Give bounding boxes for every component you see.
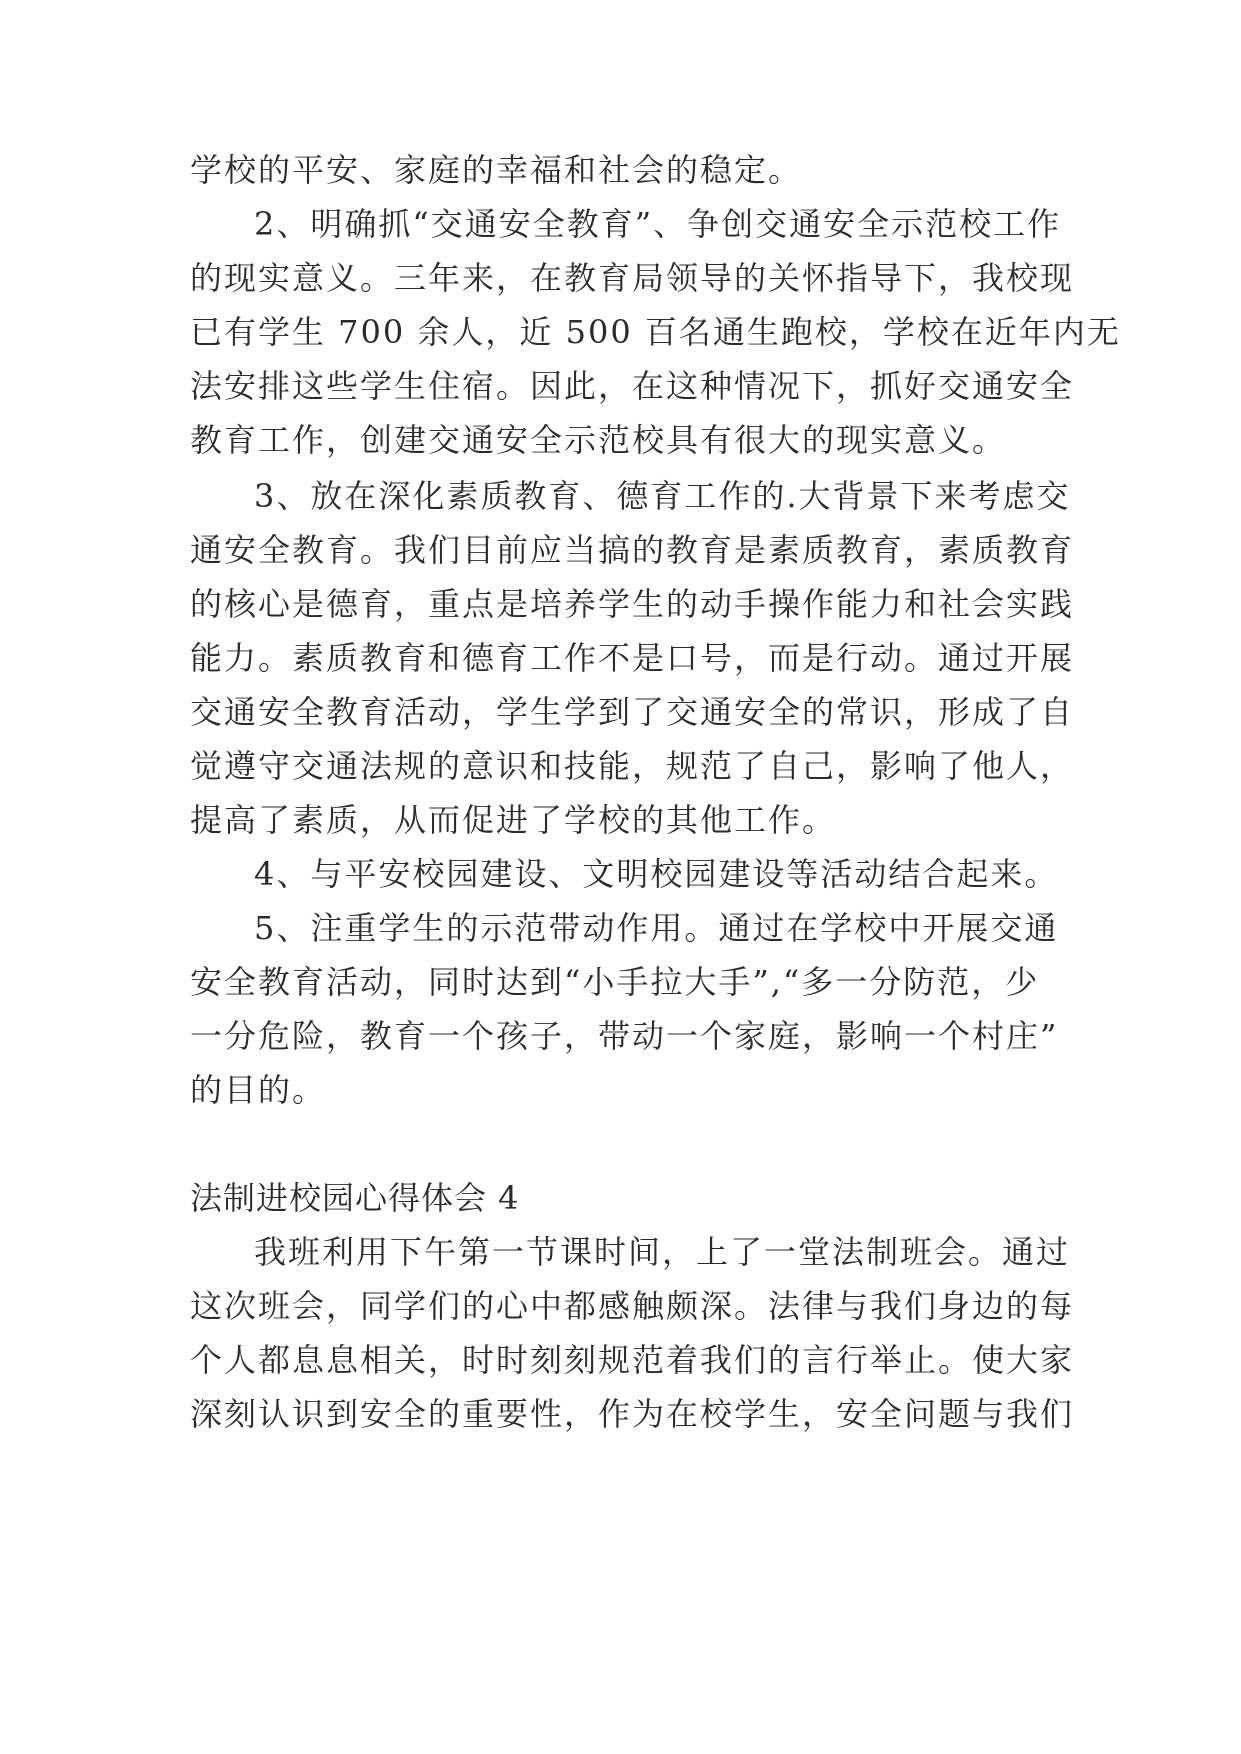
section-heading: 法制进校园心得体会 4 (190, 1179, 520, 1217)
text-line: 安全教育活动，同时达到“小手拉大手”,“多一分防范，少 (190, 963, 1040, 1001)
text-line: 4、与平安校园建设、文明校园建设等活动结合起来。 (254, 855, 1059, 893)
text-line: 深刻认识到安全的重要性，作为在校学生，安全问题与我们 (190, 1395, 1075, 1433)
text-line: 我班利用下午第一节课时间，上了一堂法制班会。通过 (254, 1233, 1071, 1271)
text-line: 教育工作，创建交通安全示范校具有很大的现实意义。 (190, 421, 1007, 459)
text-line: 的现实意义。三年来，在教育局领导的关怀指导下，我校现 (190, 259, 1075, 297)
text-line: 一分危险，教育一个孩子，带动一个家庭，影响一个村庄” (190, 1017, 1059, 1055)
text-line: 能力。素质教育和德育工作不是口号，而是行动。通过开展 (190, 639, 1075, 677)
text-line: 个人都息息相关，时时刻刻规范着我们的言行举止。使大家 (190, 1341, 1075, 1379)
text-line: 的目的。 (190, 1071, 327, 1109)
text-line: 的核心是德育，重点是培养学生的动手操作能力和社会实践 (190, 585, 1075, 623)
text-line: 3、放在深化素质教育、德育工作的.大背景下来考虑交 (254, 477, 1071, 515)
text-line: 交通安全教育活动，学生学到了交通安全的常识，形成了自 (190, 693, 1075, 731)
text-line: 觉遵守交通法规的意识和技能，规范了自己，影响了他人， (190, 747, 1075, 785)
text-line: 提高了素质，从而促进了学校的其他工作。 (190, 801, 837, 839)
text-line: 法安排这些学生住宿。因此，在这种情况下，抓好交通安全 (190, 367, 1075, 405)
text-line: 5、注重学生的示范带动作用。通过在学校中开展交通 (254, 909, 1059, 947)
text-line: 通安全教育。我们目前应当搞的教育是素质教育，素质教育 (190, 531, 1075, 569)
text-line: 2、明确抓“交通安全教育”、争创交通安全示范校工作 (254, 205, 1062, 243)
text-line: 学校的平安、家庭的幸福和社会的稳定。 (190, 151, 803, 189)
text-line: 已有学生 700 余人，近 500 百名通生跑校，学校在近年内无 (190, 313, 1121, 351)
text-line: 这次班会，同学们的心中都感触颇深。法律与我们身边的每 (190, 1287, 1075, 1325)
